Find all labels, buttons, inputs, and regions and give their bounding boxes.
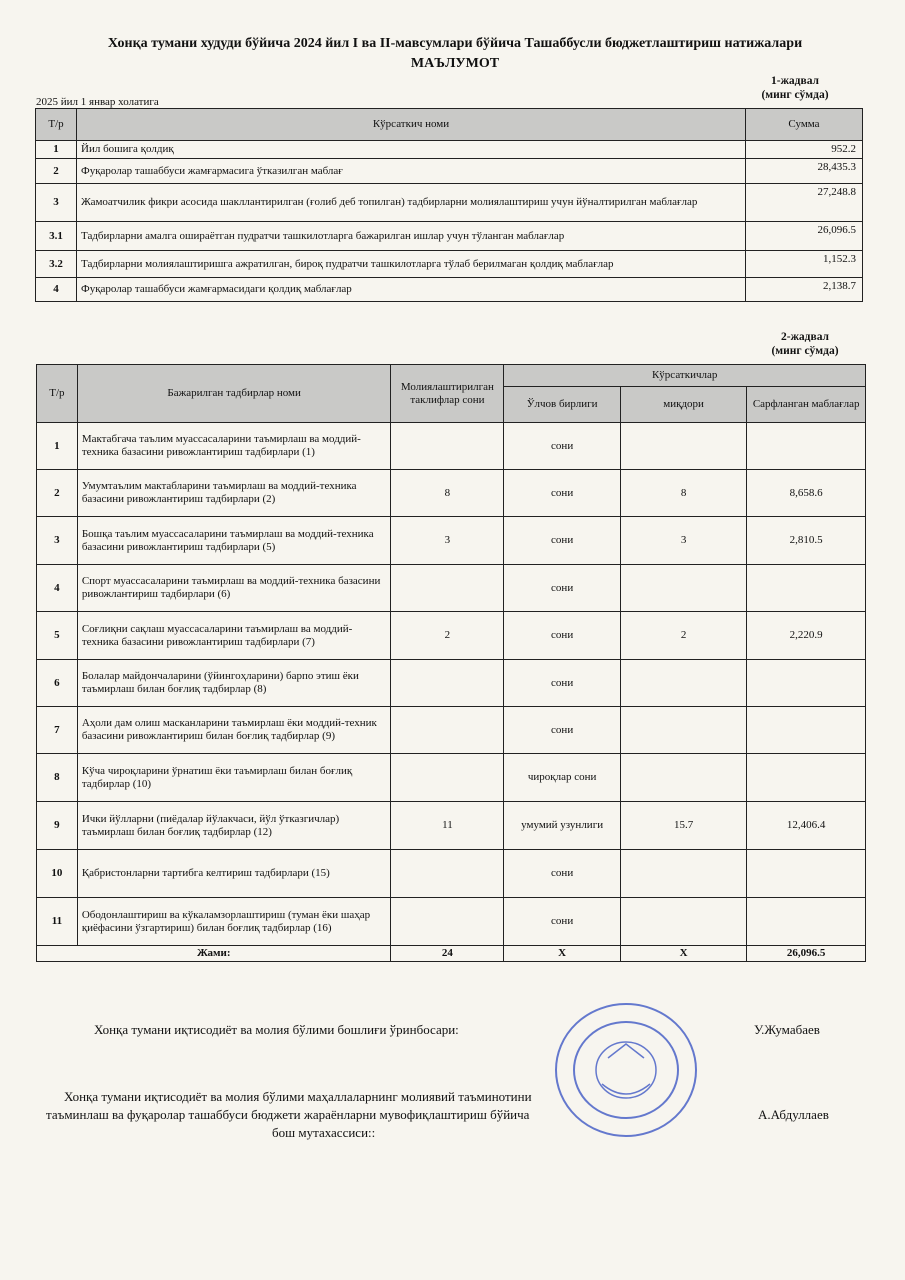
table2-total-row xyxy=(37,946,866,962)
t2-cell-unit: сони xyxy=(504,850,621,898)
t1-cell-no: 4 xyxy=(36,278,77,302)
table2-row xyxy=(37,565,866,612)
signature2-title-b: таъминлаш ва фуқаролар ташаббуси бюджети жараёнларни мувофиқлаштириш бўйича xyxy=(46,1107,530,1122)
t2-cell-name: Спорт муассасаларини таъмирлаш ва моддий-техника базасини ривожлантириш тадбирлари (6) xyxy=(77,565,391,612)
table1-row xyxy=(36,159,863,184)
t2-cell-spent xyxy=(747,707,866,754)
t2-cell-name: Қабристонларни тартибга келтириш тадбирлари (15) xyxy=(77,850,391,898)
t1-cell-no: 3.1 xyxy=(36,222,77,251)
table1-label-block xyxy=(740,74,850,102)
t2-cell-name: Мактабгача таълим муассасаларини таъмирлаш ва моддий-техника базасини ривожлантириш тадбирлари (1) xyxy=(77,423,391,470)
t1-cell-sum: 952.2 xyxy=(746,141,863,159)
official-stamp xyxy=(552,1000,700,1140)
t1-cell-sum: 28,435.3 xyxy=(746,159,863,184)
t2-cell-no: 11 xyxy=(37,898,78,946)
t2-cell-no: 2 xyxy=(37,470,78,517)
t2-cell-qty: 8 xyxy=(620,470,746,517)
t2-cell-proposals xyxy=(391,423,504,470)
t2-header-proposals: Молиялаштирилган таклифлар сони xyxy=(391,365,504,423)
table2-label-block xyxy=(750,330,860,358)
t2-header-indicators: Кўрсаткичлар xyxy=(504,365,866,387)
t2-cell-unit: сони xyxy=(504,898,621,946)
t2-cell-spent: 2,220.9 xyxy=(747,612,866,660)
t2-header-no: Т/р xyxy=(37,365,78,423)
t1-cell-sum: 26,096.5 xyxy=(746,222,863,251)
signature2-name: А.Абдуллаев xyxy=(758,1107,829,1122)
t2-cell-name: Болалар майдончаларини (ўйингоҳларини) барпо этиш ёки таъмирлаш билан боғлиқ тадбирлар (8) xyxy=(77,660,391,707)
table2-row xyxy=(37,660,866,707)
table2-unit: (минг сўмда) xyxy=(771,345,839,357)
t1-cell-no: 3.2 xyxy=(36,251,77,278)
t2-cell-proposals: 8 xyxy=(391,470,504,517)
t2-cell-proposals: 2 xyxy=(391,612,504,660)
t2-cell-proposals xyxy=(391,898,504,946)
table2-row xyxy=(37,898,866,946)
t1-header-no: Т/р xyxy=(36,109,77,141)
table1-row xyxy=(36,222,863,251)
t2-cell-spent xyxy=(747,754,866,802)
signature1-name: У.Жумабаев xyxy=(754,1022,820,1037)
t2-total-proposals: 24 xyxy=(391,946,504,962)
t1-cell-no: 2 xyxy=(36,159,77,184)
t2-total-label: Жами: xyxy=(37,946,391,962)
t2-cell-unit: умумий узунлиги xyxy=(504,802,621,850)
t1-cell-sum: 1,152.3 xyxy=(746,251,863,278)
document-title: Хонқа тумани худуди бўйича 2024 йил I ва II-мавсумлари бўйича Ташаббусли бюджетлаштириш натижалари xyxy=(107,36,803,51)
table1-body xyxy=(36,141,863,302)
t2-cell-spent: 12,406.4 xyxy=(747,802,866,850)
table1-row xyxy=(36,141,863,159)
table2-row xyxy=(37,754,866,802)
t2-cell-qty xyxy=(620,565,746,612)
t2-cell-proposals xyxy=(391,565,504,612)
t2-cell-name: Ички йўлларни (пиёдалар йўлакчаси, йўл ўтказгичлар) таъмирлаш билан боғлиқ тадбирлар (12) xyxy=(77,802,391,850)
t2-cell-unit: сони xyxy=(504,612,621,660)
t2-header-name: Бажарилган тадбирлар номи xyxy=(77,365,391,423)
t2-cell-proposals xyxy=(391,660,504,707)
t1-cell-name: Йил бошига қолдиқ xyxy=(77,141,746,159)
t2-cell-no: 10 xyxy=(37,850,78,898)
t2-cell-no: 4 xyxy=(37,565,78,612)
t2-cell-spent: 2,810.5 xyxy=(747,517,866,565)
t2-cell-proposals xyxy=(391,754,504,802)
t2-header-qty: миқдори xyxy=(620,387,746,423)
t1-cell-sum: 2,138.7 xyxy=(746,278,863,302)
table1-row xyxy=(36,278,863,302)
t2-cell-spent xyxy=(747,660,866,707)
t1-cell-name: Фуқаролар ташаббуси жамғармасидаги қолдиқ маблағлар xyxy=(77,278,746,302)
t2-cell-name: Соғлиқни сақлаш муассасаларини таъмирлаш ва моддий-техника базасини ривожлантириш тадбирлари (7) xyxy=(77,612,391,660)
t2-cell-qty xyxy=(620,660,746,707)
t2-cell-unit: сони xyxy=(504,517,621,565)
t2-cell-qty xyxy=(620,898,746,946)
as-of-date: 2025 йил 1 январ холатига xyxy=(36,96,159,108)
table2-row xyxy=(37,707,866,754)
t2-cell-name: Бошқа таълим муассасаларини таъмирлаш ва моддий-техника базасини ривожлантириш тадбирлари (5) xyxy=(77,517,391,565)
t2-cell-name: Ободонлаштириш ва кўкаламзорлаштириш (туман ёки шаҳар қиёфасини ўзгартириш) билан боғлиқ тадбирлар (16) xyxy=(77,898,391,946)
t2-total-qty: X xyxy=(620,946,746,962)
t2-cell-name: Умумтаълим мактабларини таъмирлаш ва моддий-техника базасини ривожлантириш тадбирлари (2) xyxy=(77,470,391,517)
table1-row xyxy=(36,184,863,222)
t2-cell-proposals xyxy=(391,707,504,754)
t2-cell-unit: чироқлар сони xyxy=(504,754,621,802)
t2-cell-spent xyxy=(747,898,866,946)
t2-cell-no: 3 xyxy=(37,517,78,565)
t2-cell-name: Аҳоли дам олиш масканларини таъмирлаш ёки моддий-техник базасини ривожлантириш билан боғлиқ тадбирлар (9) xyxy=(77,707,391,754)
signature2-title-c: бош мутахассиси:: xyxy=(272,1125,376,1140)
t2-cell-no: 8 xyxy=(37,754,78,802)
table1-unit: (минг сўмда) xyxy=(761,89,829,101)
table1-label: 1-жадвал xyxy=(771,75,819,87)
table2 xyxy=(36,364,866,962)
t2-cell-qty xyxy=(620,423,746,470)
t2-cell-no: 7 xyxy=(37,707,78,754)
table2-row xyxy=(37,423,866,470)
t1-cell-no: 3 xyxy=(36,184,77,222)
t2-cell-qty: 3 xyxy=(620,517,746,565)
t2-cell-no: 5 xyxy=(37,612,78,660)
t2-cell-spent xyxy=(747,565,866,612)
table1-row xyxy=(36,251,863,278)
table2-body xyxy=(37,423,866,946)
t2-cell-proposals: 3 xyxy=(391,517,504,565)
t2-cell-unit: сони xyxy=(504,707,621,754)
t2-cell-unit: сони xyxy=(504,565,621,612)
t1-cell-name: Тадбирларни амалга ошираётган пудратчи ташкилотларга бажарилган ишлар учун тўланган маблағлар xyxy=(77,222,746,251)
t2-cell-qty xyxy=(620,850,746,898)
t2-cell-unit: сони xyxy=(504,423,621,470)
t2-cell-name: Кўча чироқларини ўрнатиш ёки таъмирлаш билан боғлиқ тадбирлар (10) xyxy=(77,754,391,802)
t1-cell-name: Тадбирларни молиялаштиришга ажратилган, бироқ пудратчи ташкилотларга тўлаб берилмаган қолдиқ маблағлар xyxy=(77,251,746,278)
t2-cell-no: 9 xyxy=(37,802,78,850)
t2-cell-proposals xyxy=(391,850,504,898)
t1-header-name: Кўрсаткич номи xyxy=(77,109,746,141)
t2-cell-no: 1 xyxy=(37,423,78,470)
t1-cell-name: Фуқаролар ташаббуси жамғармасига ўтказилган маблағ xyxy=(77,159,746,184)
table2-label: 2-жадвал xyxy=(781,331,829,343)
t2-total-spent: 26,096.5 xyxy=(747,946,866,962)
document-subtitle: МАЪЛУМОТ xyxy=(410,56,500,71)
t2-cell-qty xyxy=(620,707,746,754)
t2-cell-spent xyxy=(747,423,866,470)
t2-cell-proposals: 11 xyxy=(391,802,504,850)
t2-cell-spent: 8,658.6 xyxy=(747,470,866,517)
t2-cell-unit: сони xyxy=(504,660,621,707)
t2-header-spent: Сарфланган маблағлар xyxy=(747,387,866,423)
table1 xyxy=(35,108,863,302)
t2-cell-unit: сони xyxy=(504,470,621,517)
t2-header-unit: Ўлчов бирлиги xyxy=(504,387,621,423)
t1-header-sum: Сумма xyxy=(746,109,863,141)
table2-row xyxy=(37,517,866,565)
t2-cell-no: 6 xyxy=(37,660,78,707)
table2-row xyxy=(37,470,866,517)
t2-cell-qty xyxy=(620,754,746,802)
table2-row xyxy=(37,802,866,850)
t1-cell-sum: 27,248.8 xyxy=(746,184,863,222)
t2-total-unit: X xyxy=(504,946,621,962)
t2-cell-qty: 2 xyxy=(620,612,746,660)
signature1-title: Хонқа тумани иқтисодиёт ва молия бўлими бошлиғи ўринбосари: xyxy=(94,1022,459,1037)
t1-cell-name: Жамоатчилик фикри асосида шакллантирилган (ғолиб деб топилган) тадбирларни молиялаштириш учун йўналтирилган маблағлар xyxy=(77,184,746,222)
t2-cell-spent xyxy=(747,850,866,898)
signature2-title-a: Хонқа тумани иқтисодиёт ва молия бўлими маҳаллаларнинг молиявий таъминотини xyxy=(64,1089,532,1104)
table2-row xyxy=(37,850,866,898)
table2-row xyxy=(37,612,866,660)
t2-cell-qty: 15.7 xyxy=(620,802,746,850)
t1-cell-no: 1 xyxy=(36,141,77,159)
